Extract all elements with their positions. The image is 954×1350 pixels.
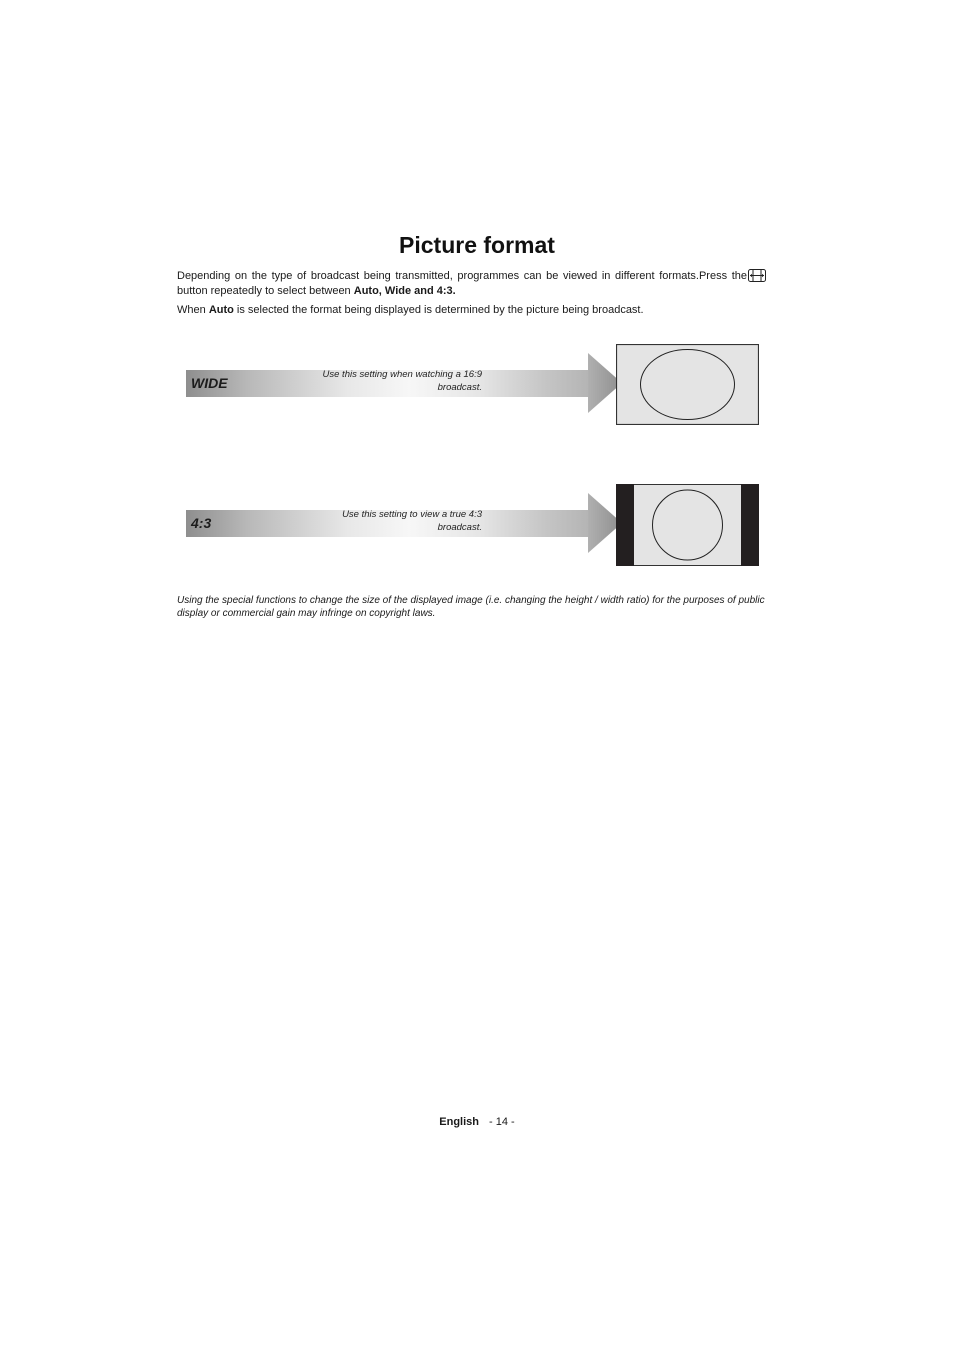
copyright-note: Using the special functions to change the size of the displayed image (i.e. changing the height / width ratio) for the purposes of public display or commercial gain may infringe on copyright laws. <box>177 595 765 619</box>
four-three-mode-label: 4:3 <box>191 515 212 531</box>
four-three-mode-description <box>262 508 482 534</box>
footer-language: English <box>439 1116 480 1128</box>
wide-screen-diagram <box>616 344 759 425</box>
pillarbox-screen-diagram <box>616 484 759 566</box>
auto-keyword: Auto <box>208 304 234 316</box>
wide-desc-line-1: Use this setting when watching a 16:9 <box>322 369 482 380</box>
intro-text-1: Depending on the type of broadcast being transmitted, programmes can be viewed in different formats.Press the <box>177 270 747 282</box>
wide-desc-line-2: broadcast. <box>437 382 482 393</box>
wide-mode-strip <box>186 370 592 397</box>
page-number: - 14 - <box>489 1116 515 1128</box>
intro-text-2: button repeatedly to select between <box>177 285 351 297</box>
wide-mode-description <box>262 368 482 394</box>
four-three-mode-strip <box>186 510 592 537</box>
picture-format-button-icon <box>748 269 766 282</box>
auto-note-suffix: is selected the format being displayed is determined by the picture being broadcast. <box>236 304 644 316</box>
page-title: Picture format <box>399 232 555 258</box>
format-options: Auto, Wide and 4:3. <box>353 285 456 297</box>
auto-note <box>177 303 767 318</box>
auto-note-prefix: When <box>177 304 206 316</box>
four-three-desc-line-2: broadcast. <box>437 522 482 533</box>
four-three-desc-line-1: Use this setting to view a true 4:3 <box>342 509 482 520</box>
page-footer <box>0 1116 954 1128</box>
intro-paragraph <box>177 269 767 299</box>
wide-mode-label: WIDE <box>191 375 228 391</box>
